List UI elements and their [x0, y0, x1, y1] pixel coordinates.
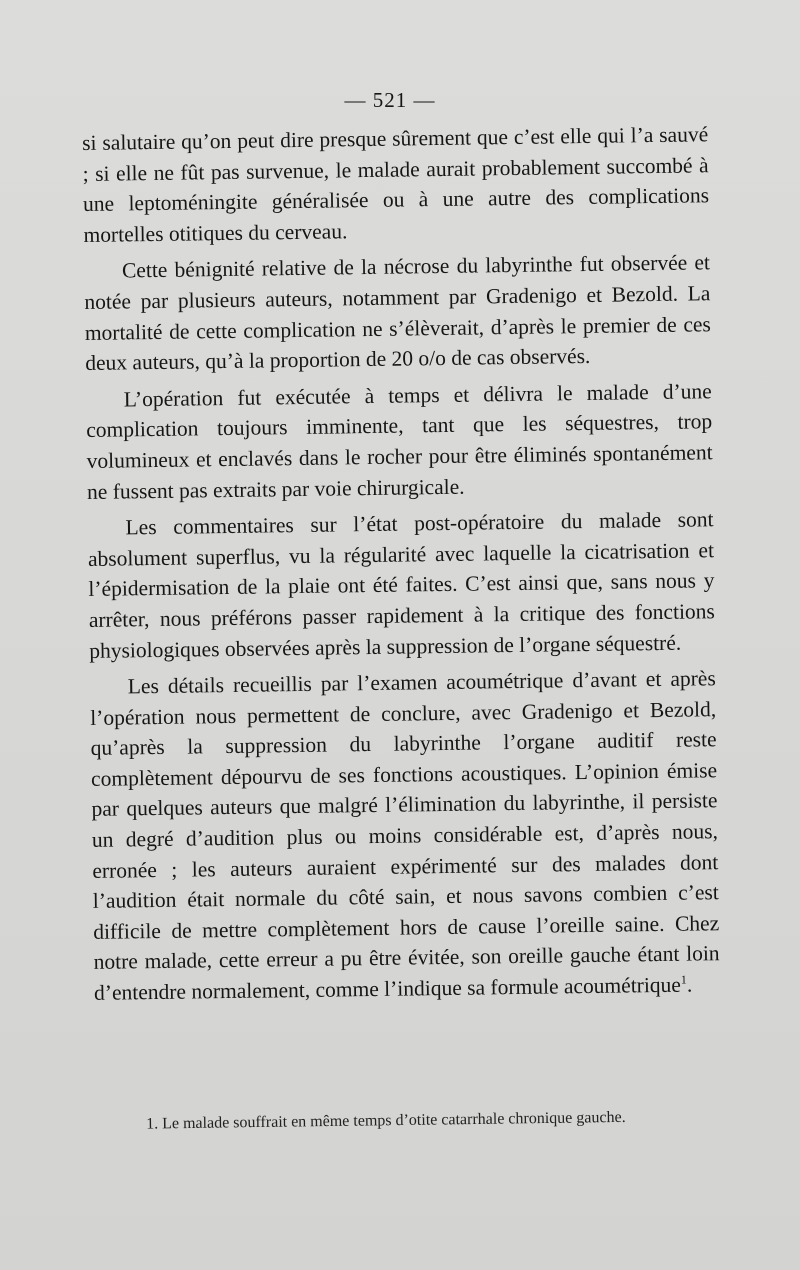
paragraph-5: Les détails recueillis par l’examen acoumétrique d’avant et après l’opération nous permettent de conclure, avec Gradenigo et Bezold, qu’après la suppression du labyrinthe l’organe auditif reste complètement dépourvu de ses fonctions acoustiques. L’opinion émise par quelques auteurs que malgré l’élimination du labyrinthe, il persiste un degré d’audition plus ou moins considérable est, d’après nous, erronée ; les auteurs auraient expérimenté sur des malades dont l’audition était normale du côté sain, et nous savons combien c’est difficile de mettre complètement hors de cause l’oreille saine. Chez notre malade, cette erreur a pu être évitée, son oreille gauche étant loin d’entendre normalement, comme l’indique sa formule acoumétrique$^1$. [90, 666, 720, 1005]
footnote-reference: 1 [680, 972, 687, 987]
paragraph-5-text: Les détails recueillis par l’examen acoumétrique d’avant et après l’opération nous permettent de conclure, avec Gradenigo et Bezold, qu’après la suppression du labyrinthe l’organe auditif reste complètement dépourvu de ses fonctions acoustiques. L’opinion émise par quelques auteurs que malgré l’élimination du labyrinthe, il persiste un degré d’audition plus ou moins considérable est, d’après nous, erronée ; les auteurs auraient expérimenté sur des malades dont l’audition était normale du côté sain, et nous savons combien c’est difficile de mettre complètement hors de cause l’oreille saine. Chez notre malade, cette erreur a pu être évitée, son oreille gauche étant loin d’entendre normalement, comme l’indique sa formule acoumétrique [90, 666, 720, 1005]
footnote: 1. Le malade souffrait en même temps d’otite catarrhale chronique gauche. [146, 1108, 626, 1133]
paragraph-3: L’opération fut exécutée à temps et délivra le malade d’une complication toujours imminente, tant que les séquestres, trop volumineux et enclavés dans le rocher pour être éliminés spontanément ne fussent pas extraits par voie chirurgicale. [86, 378, 713, 504]
paragraph-4: Les commentaires sur l’état post-opératoire du malade sont absolument superflus, vu la régularité avec laquelle la cicatrisation et l’épidermisation de la plaie ont été faites. C’est ainsi que, sans nous y arrêter, nous préférons passer rapidement à la critique des fonctions physiologiques observées après la suppression de l’organe séquestré. [87, 507, 715, 663]
paragraph-2: Cette bénignité relative de la nécrose du labyrinthe fut observée et notée par plusieurs auteurs, notamment par Gradenigo et Bezold. La mortalité de cette complication ne s’élèverait, d’après le premier de ces deux auteurs, qu’à la proportion de 20 o/o de cas observés. [84, 250, 711, 376]
body-text [82, 119, 720, 1014]
paragraph-1: si salutaire qu’on peut dire presque sûrement que c’est elle qui l’a sauvé ; si elle ne fût pas survenue, le malade aurait probablement succombé à une leptoméningite généralisée ou à une autre des complications mortelles otitiques du cerveau. [82, 122, 710, 247]
page-number: — 521 — [344, 88, 436, 112]
